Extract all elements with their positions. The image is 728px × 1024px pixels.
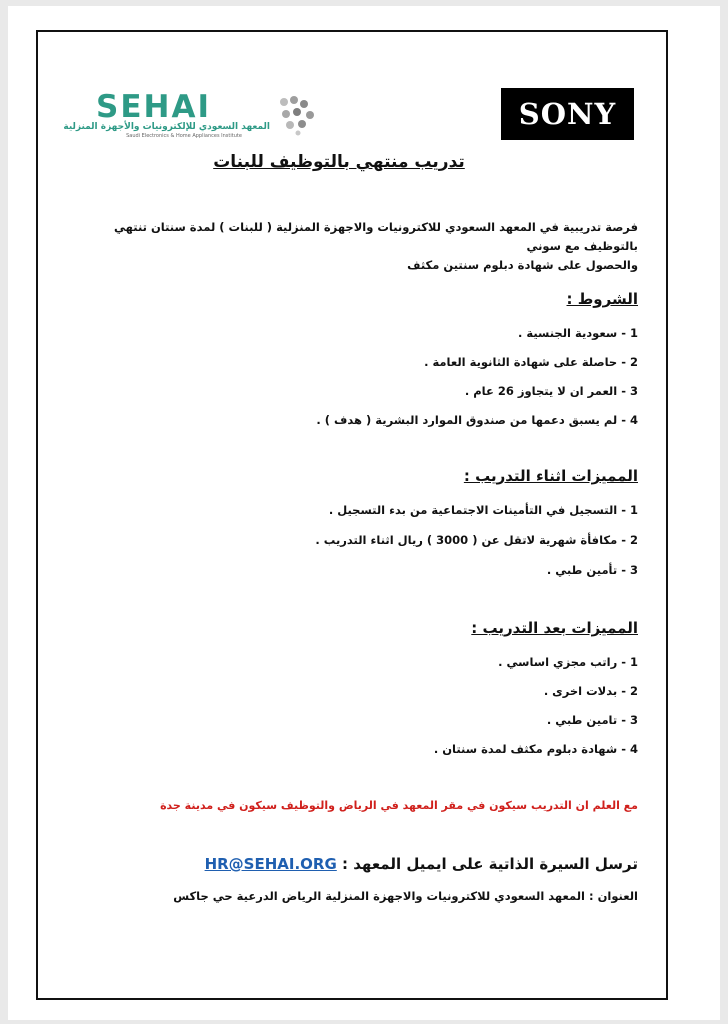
after-training-item: 2 - بدلات اخرى . bbox=[543, 684, 638, 698]
address-line: العنوان : المعهد السعودي للاكترونيات والاجهزة المنزلية الرياض الدرعية حي جاكس bbox=[173, 889, 638, 903]
during-training-heading: المميزات اثناء التدريب : bbox=[463, 467, 638, 485]
during-training-item: 2 - مكافأة شهرية لاتقل عن ( 3000 ) ريال اثناء التدريب . bbox=[315, 533, 638, 547]
condition-item: 3 - العمر ان لا يتجاوز 26 عام . bbox=[464, 384, 638, 398]
document-page bbox=[8, 6, 720, 1020]
page-title: تدريب منتهي بالتوظيف للبنات bbox=[213, 152, 465, 172]
after-training-item: 4 - شهادة دبلوم مكثف لمدة سنتان . bbox=[433, 742, 638, 756]
after-training-item: 1 - راتب مجزي اساسي . bbox=[498, 655, 638, 669]
sehai-english-name: Saudi Electronics & Home Appliances Institute bbox=[126, 133, 242, 139]
email-link[interactable]: HR@SEHAI.ORG bbox=[204, 855, 337, 873]
sehai-dots-icon bbox=[278, 94, 320, 136]
cv-label: ترسل السيرة الذاتية على ايميل المعهد : bbox=[342, 855, 638, 873]
sony-logo: SONY bbox=[501, 88, 634, 140]
condition-item: 2 - حاصلة على شهادة الثانوية العامة . bbox=[424, 355, 638, 369]
intro-line-1: فرصة تدريبية في المعهد السعودي للاكترونيات والاجهزة المنزلية ( للبنات ) لمدة سنتان تنتهي بالتوظيف مع سوني bbox=[114, 220, 638, 253]
after-training-item: 3 - تامين طبي . bbox=[546, 713, 638, 727]
condition-item: 4 - لم يسبق دعمها من صندوق الموارد البشرية ( هدف ) . bbox=[316, 413, 638, 427]
sehai-logo bbox=[63, 89, 321, 150]
after-training-heading: المميزات بعد التدريب : bbox=[471, 619, 638, 637]
intro-line-2: والحصول على شهادة دبلوم سنتين مكثف bbox=[407, 258, 638, 272]
conditions-heading: الشروط : bbox=[566, 290, 638, 308]
during-training-item: 3 - تأمين طبي . bbox=[546, 563, 638, 577]
sehai-arabic-name: المعهد السعودي للإلكترونيات والأجهزة المنزلية bbox=[63, 122, 270, 132]
cv-instruction bbox=[205, 855, 638, 873]
sehai-brand-text: SEHAI bbox=[96, 89, 211, 125]
condition-item: 1 - سعودية الجنسية . bbox=[518, 326, 638, 340]
intro-paragraph bbox=[78, 218, 638, 275]
during-training-item: 1 - التسجيل في التأمينات الاجتماعية من بدء التسجيل . bbox=[328, 503, 638, 517]
location-note: مع العلم ان التدريب سيكون في مقر المعهد في الرياض والتوظيف سيكون في مدينة جدة bbox=[160, 799, 638, 812]
